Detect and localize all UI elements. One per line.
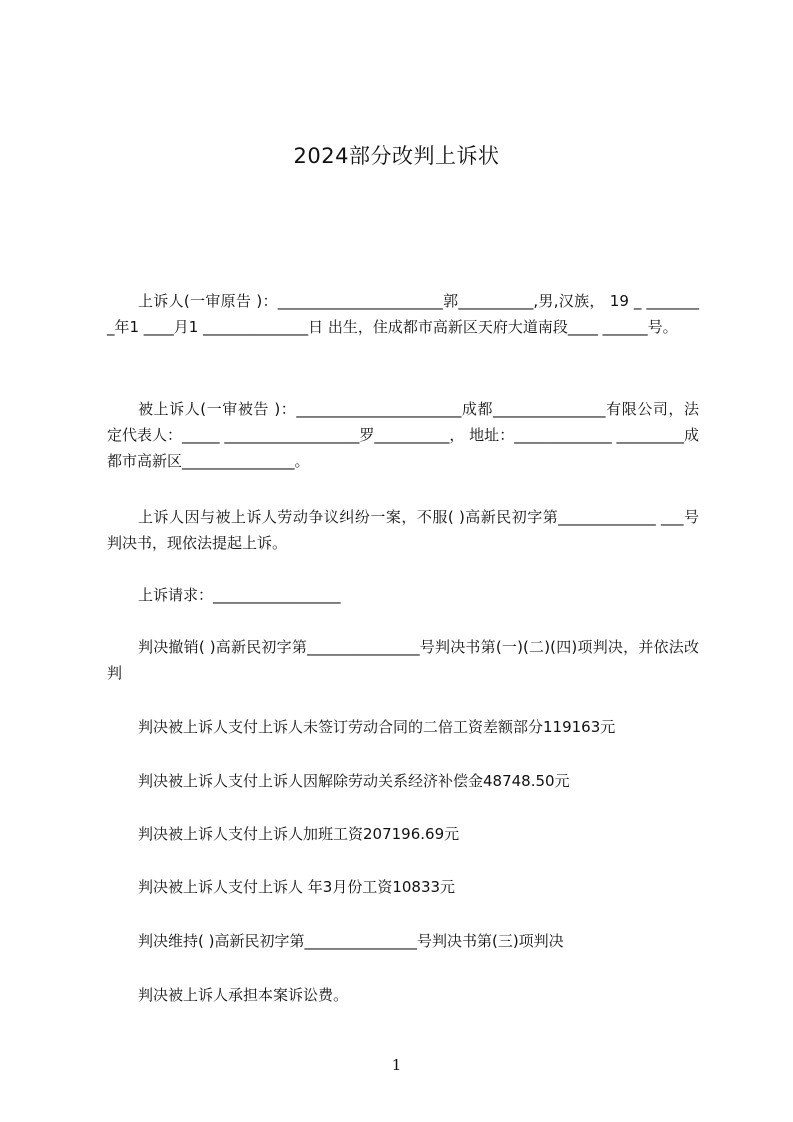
appeal-reason-paragraph: 上诉人因与被上诉人劳动争议纠纷一案，不服( )高新民初字第_____________ ___号判决书，现依法提起上诉。: [107, 508, 699, 552]
request-item-compensation: 判决被上诉人支付上诉人因解除劳动关系经济补偿金48748.50元: [138, 772, 570, 790]
request-item-march-wages: 判决被上诉人支付上诉人 年3月份工资10833元: [138, 878, 456, 896]
appellee-paragraph: 被上诉人(一审被告 )：______________________成都_______________有限公司，法定代表人：_____ __________________罗__________， 地址：_____________ _________成都市高新区_______________。: [107, 400, 699, 470]
request-item-double-wages: 判决被上诉人支付上诉人未签订劳动合同的二倍工资差额部分119163元: [138, 718, 616, 736]
appellant-paragraph: 上诉人(一审原告 )：______________________郭__________,男,汉族， 19 _ ________年1 ____月1 ______________日 出生，住成都市高新区天府大道南段____ ______号。: [107, 292, 699, 336]
appeal-request-heading: 上诉请求：_________________: [138, 586, 341, 604]
request-item-litigation-costs: 判决被上诉人承担本案诉讼费。: [138, 986, 349, 1004]
document-title: 2024部分改判上诉状: [293, 144, 500, 168]
request-item-revoke: 判决撤销( )高新民初字第_______________号判决书第(一)(二)(四)项判决，并依法改判: [107, 638, 699, 682]
request-item-maintain: 判决维持( )高新民初字第_______________号判决书第(三)项判决: [138, 932, 564, 950]
request-item-overtime-pay: 判决被上诉人支付上诉人加班工资207196.69元: [138, 825, 460, 843]
page-number: 1: [391, 1056, 402, 1074]
